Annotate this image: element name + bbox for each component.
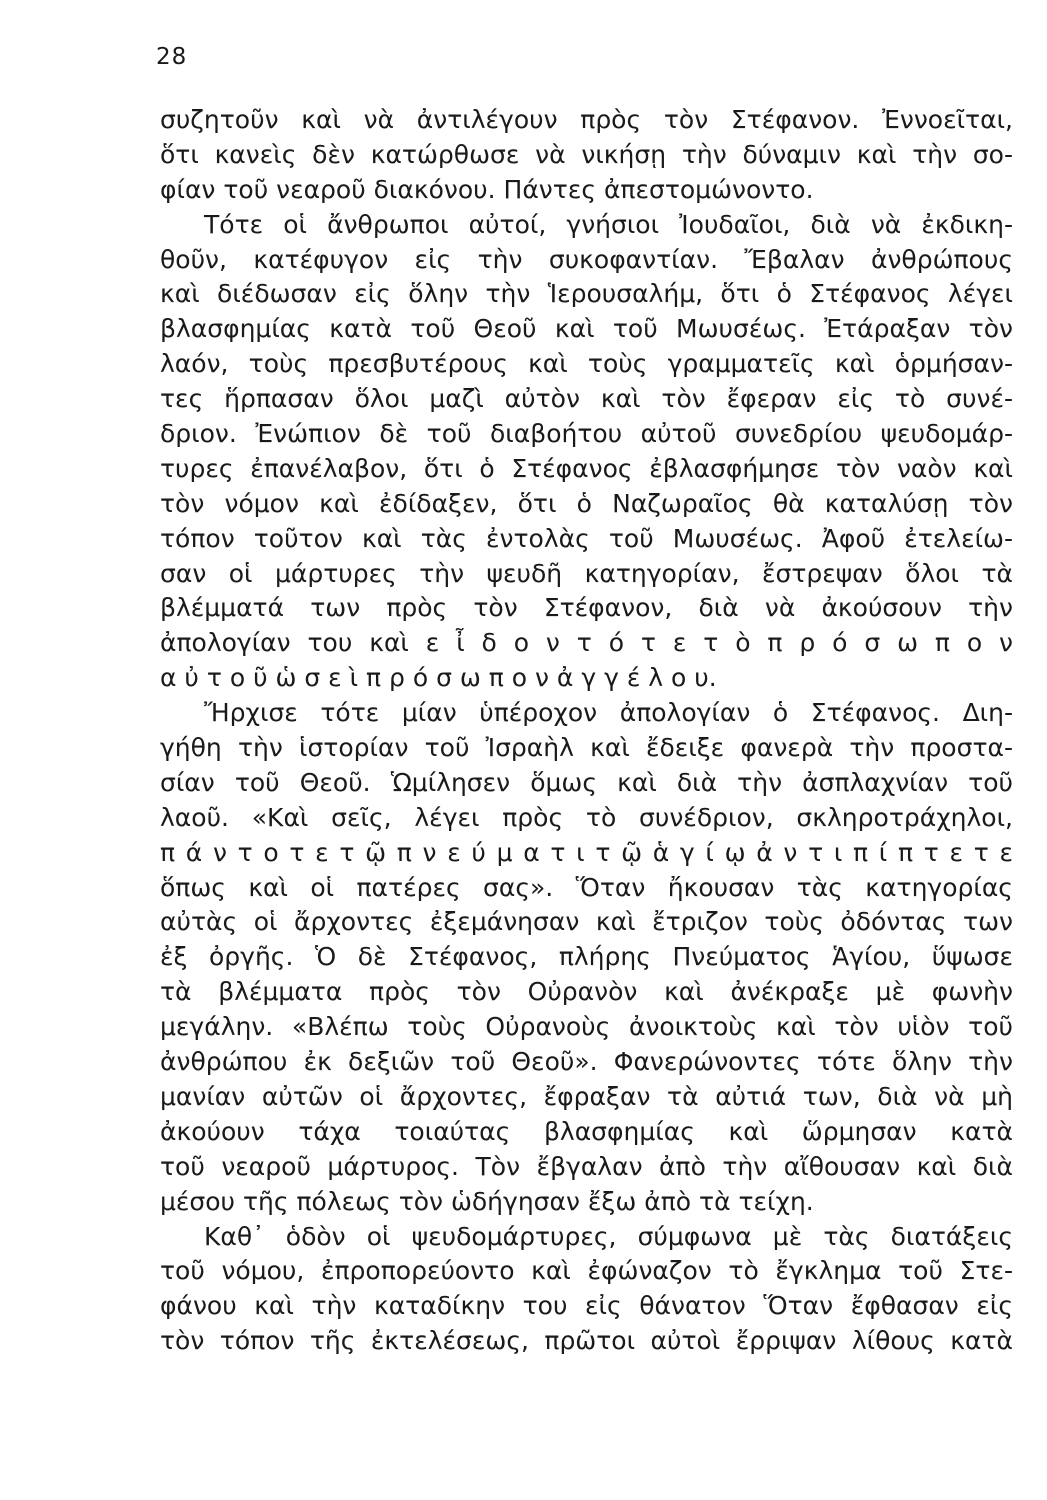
text-line: μέσου τῆς πόλεως τὸν ὡδήγησαν ἔξω ἀπὸ τὰ τείχη. — [160, 1186, 814, 1216]
text-line: αὐτὰς οἱ ἄρχοντες ἐξεμάνησαν καὶ ἔτριζον τοὺς ὀδόντας των — [160, 907, 1013, 937]
text-line: φάνου καὶ τὴν καταδίκην του εἰς θάνατον Ὅταν ἔφθασαν εἰς — [160, 1291, 1013, 1321]
text-line: τες ἥρπασαν ὅλοι μαζὶ αὐτὸν καὶ τὸν ἔφεραν εἰς τὸ συνέ- — [160, 384, 1013, 414]
text-line: τόπον τοῦτον καὶ τὰς ἐντολὰς τοῦ Μωυσέως. Ἀφοῦ ἐτελείω- — [160, 523, 1013, 553]
text-line: τὰ βλέμματα πρὸς τὸν Οὐρανὸν καὶ ἀνέκραξε μὲ φωνὴν — [160, 977, 1013, 1007]
text-line: θοῦν, κατέφυγον εἰς τὴν συκοφαντίαν. Ἔβαλαν ἀνθρώπους — [160, 244, 1013, 274]
text-line: σίαν τοῦ Θεοῦ. Ὡμίλησεν ὅμως καὶ διὰ τὴν ἀσπλαχνίαν τοῦ — [160, 767, 1013, 797]
text-line: καὶ διέδωσαν εἰς ὅλην τὴν Ἱερουσαλήμ, ὅτι ὁ Στέφανος λέγει — [160, 279, 1013, 309]
text-line: τοῦ νόμου, ἐπροπορεύοντο καὶ ἐφώναζον τὸ ἔγκλημα τοῦ Στε- — [160, 1256, 1013, 1286]
text-line: τυρες ἐπανέλαβον, ὅτι ὁ Στέφανος ἐβλασφήμησε τὸν ναὸν καὶ — [160, 453, 1013, 483]
text-line: συζητοῦν καὶ νὰ ἀντιλέγουν πρὸς τὸν Στέφανον. Ἐννοεῖται, — [160, 105, 1013, 134]
text-line: τοῦ νεαροῦ μάρτυρος. Τὸν ἔβγαλαν ἀπὸ τὴν αἴθουσαν καὶ διὰ — [160, 1151, 1013, 1181]
text-line: μεγάλην. «Βλέπω τοὺς Οὐρανοὺς ἀνοικτοὺς καὶ τὸν υἱὸν τοῦ — [160, 1012, 1013, 1042]
text-line: δριον. Ἐνώπιον δὲ τοῦ διαβοήτου αὐτοῦ συνεδρίου ψευδομάρ- — [160, 419, 1013, 449]
text-line: ἀνθρώπου ἐκ δεξιῶν τοῦ Θεοῦ». Φανερώνοντες τότε ὅλην τὴν — [160, 1047, 1013, 1077]
text-line: ἀκούουν τάχα τοιαύτας βλασφημίας καὶ ὥρμησαν κατὰ — [160, 1116, 1013, 1146]
text-line: α ὐ τ ο ῦ ὡ σ ε ὶ π ρ ό σ ω π ο ν ἀ γ γ έ λ ο υ. — [160, 663, 717, 693]
text-line: π ά ν τ ο τ ε τ ῷ π ν ε ύ μ α τ ι τ ῷ ἁ γ ί ῳ ἀ ν τ ι π ί π τ ε τ ε — [160, 837, 1013, 867]
text-line: σαν οἱ μάρτυρες τὴν ψευδῆ κατηγορίαν, ἔστρεψαν ὅλοι τὰ — [160, 558, 1013, 588]
text-line: βλέμματά των πρὸς τὸν Στέφανον, διὰ νὰ ἀκούσουν τὴν — [160, 593, 1013, 623]
text-line: Ἤρχισε τότε μίαν ὑπέροχον ἀπολογίαν ὁ Στέφανος. Διη- — [204, 698, 1013, 728]
body-text — [160, 103, 1013, 1359]
text-line: Τότε οἱ ἄνθρωποι αὐτοί, γνήσιοι Ἰουδαῖοι, διὰ νὰ ἐκδικη- — [204, 209, 1013, 239]
text-line: γήθη τὴν ἱστορίαν τοῦ Ἰσραὴλ καὶ ἔδειξε φανερὰ τὴν προστα- — [160, 733, 1013, 763]
text-line: τὸν νόμον καὶ ἐδίδαξεν, ὅτι ὁ Ναζωραῖος θὰ καταλύσῃ τὸν — [160, 488, 1013, 518]
text-line: ἐξ ὀργῆς. Ὁ δὲ Στέφανος, πλήρης Πνεύματος Ἁγίου, ὕψωσε — [160, 942, 1013, 972]
text-line: Καθ᾿ ὁδὸν οἱ ψευδομάρτυρες, σύμφωνα μὲ τὰς διατάξεις — [204, 1221, 1013, 1251]
text-line: ὅτι κανεὶς δὲν κατώρθωσε νὰ νικήσῃ τὴν δύναμιν καὶ τὴν σο- — [160, 139, 1013, 169]
text-line: βλασφημίας κατὰ τοῦ Θεοῦ καὶ τοῦ Μωυσέως. Ἐτάραξαν τὸν — [160, 314, 1013, 344]
text-line: μανίαν αὐτῶν οἱ ἄρχοντες, ἔφραξαν τὰ αὐτιά των, διὰ νὰ μὴ — [160, 1081, 1013, 1111]
text-line: λαοῦ. «Καὶ σεῖς, λέγει πρὸς τὸ συνέδριον, σκληροτράχηλοι, — [160, 802, 1013, 832]
text-line: φίαν τοῦ νεαροῦ διακόνου. Πάντες ἀπεστομώνοντο. — [160, 174, 814, 204]
text-line: ὅπως καὶ οἱ πατέρες σας». Ὅταν ἤκουσαν τὰς κατηγορίας — [160, 872, 1013, 902]
text-line: τὸν τόπον τῆς ἐκτελέσεως, πρῶτοι αὐτοὶ ἔρριψαν λίθους κατὰ — [160, 1326, 1013, 1356]
text-line: λαόν, τοὺς πρεσβυτέρους καὶ τοὺς γραμματεῖς καὶ ὁρμήσαν- — [160, 349, 1013, 379]
text-line: ἀπολογίαν του καὶ ε ἶ δ ο ν τ ό τ ε τ ὸ π ρ ό σ ω π ο ν — [160, 628, 1013, 658]
page-number: 28 — [156, 44, 188, 70]
